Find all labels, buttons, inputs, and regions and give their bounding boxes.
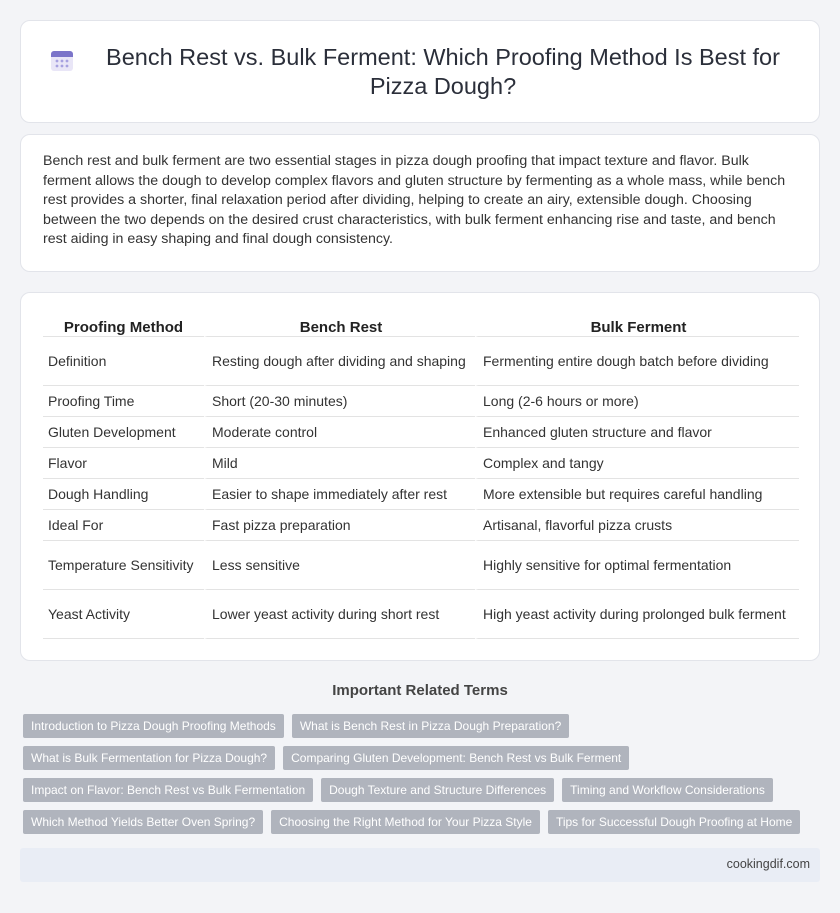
related-term-tag[interactable]: What is Bulk Fermentation for Pizza Dough?	[23, 746, 275, 770]
bench-rest-cell: Moderate control	[204, 417, 475, 448]
comparison-table-card	[20, 292, 820, 661]
title-wrap	[50, 43, 790, 101]
table-row	[43, 541, 799, 590]
footer	[20, 848, 820, 882]
table-row	[43, 479, 799, 510]
table-row	[43, 590, 799, 639]
calendar-icon	[50, 48, 74, 72]
related-term-tag[interactable]: Timing and Workflow Considerations	[562, 778, 773, 802]
bulk-ferment-cell: High yeast activity during prolonged bulk ferment	[475, 590, 799, 639]
tag-row	[23, 810, 813, 834]
bulk-ferment-cell: Highly sensitive for optimal fermentation	[475, 541, 799, 590]
intro-paragraph: Bench rest and bulk ferment are two essential stages in pizza dough proofing that impact texture and flavor. Bulk ferment allows the dough to develop complex flavors and gluten structure by fermenting as a whole mass, while bench rest provides a shorter, final relaxation period after dividing, helping to create an airy, extensible dough. Choosing between the two depends on the desired crust characteristics, with bulk ferment enhancing rise and taste, and bench rest aiding in easy shaping and final dough consistency.	[43, 153, 786, 248]
row-label: Yeast Activity	[43, 590, 204, 639]
row-label: Temperature Sensitivity	[43, 541, 204, 590]
intro-card	[20, 134, 820, 272]
title-card	[20, 20, 820, 123]
bulk-ferment-cell: Enhanced gluten structure and flavor	[475, 417, 799, 448]
bench-rest-cell: Easier to shape immediately after rest	[204, 479, 475, 510]
related-term-tag[interactable]: Tips for Successful Dough Proofing at Home	[548, 810, 800, 834]
table-row	[43, 448, 799, 479]
header-proofing-method: Proofing Method	[43, 311, 204, 337]
bench-rest-cell: Fast pizza preparation	[204, 510, 475, 541]
bulk-ferment-cell: Long (2-6 hours or more)	[475, 386, 799, 417]
related-terms-list	[23, 714, 813, 842]
header-bench-rest: Bench Rest	[204, 311, 475, 337]
bench-rest-cell: Resting dough after dividing and shaping	[204, 337, 475, 386]
row-label: Proofing Time	[43, 386, 204, 417]
bench-rest-cell: Mild	[204, 448, 475, 479]
bench-rest-cell: Short (20-30 minutes)	[204, 386, 475, 417]
related-term-tag[interactable]: Impact on Flavor: Bench Rest vs Bulk Fermentation	[23, 778, 313, 802]
header-bulk-ferment: Bulk Ferment	[475, 311, 799, 337]
table-row	[43, 386, 799, 417]
footer-site-link[interactable]: cookingdif.com	[726, 857, 810, 871]
tag-row	[23, 714, 813, 738]
row-label: Flavor	[43, 448, 204, 479]
row-label: Ideal For	[43, 510, 204, 541]
related-term-tag[interactable]: What is Bench Rest in Pizza Dough Preparation?	[292, 714, 569, 738]
related-term-tag[interactable]: Choosing the Right Method for Your Pizza Style	[271, 810, 540, 834]
related-term-tag[interactable]: Comparing Gluten Development: Bench Rest vs Bulk Ferment	[283, 746, 629, 770]
row-label: Gluten Development	[43, 417, 204, 448]
table-row	[43, 417, 799, 448]
table-row	[43, 510, 799, 541]
related-terms-heading: Important Related Terms	[332, 682, 508, 699]
bulk-ferment-cell: Complex and tangy	[475, 448, 799, 479]
bench-rest-cell: Less sensitive	[204, 541, 475, 590]
related-term-tag[interactable]: Dough Texture and Structure Differences	[321, 778, 554, 802]
table-row	[43, 337, 799, 386]
tag-row	[23, 746, 813, 770]
row-label: Definition	[43, 337, 204, 386]
table-header-row	[43, 311, 799, 337]
bench-rest-cell: Lower yeast activity during short rest	[204, 590, 475, 639]
related-term-tag[interactable]: Introduction to Pizza Dough Proofing Methods	[23, 714, 284, 738]
row-label: Dough Handling	[43, 479, 204, 510]
page-title: Bench Rest vs. Bulk Ferment: Which Proofing Method Is Best for Pizza Dough?	[106, 43, 780, 99]
tag-row	[23, 778, 813, 802]
bulk-ferment-cell: Artisanal, flavorful pizza crusts	[475, 510, 799, 541]
comparison-table	[43, 311, 799, 639]
related-term-tag[interactable]: Which Method Yields Better Oven Spring?	[23, 810, 263, 834]
bulk-ferment-cell: Fermenting entire dough batch before dividing	[475, 337, 799, 386]
bulk-ferment-cell: More extensible but requires careful handling	[475, 479, 799, 510]
